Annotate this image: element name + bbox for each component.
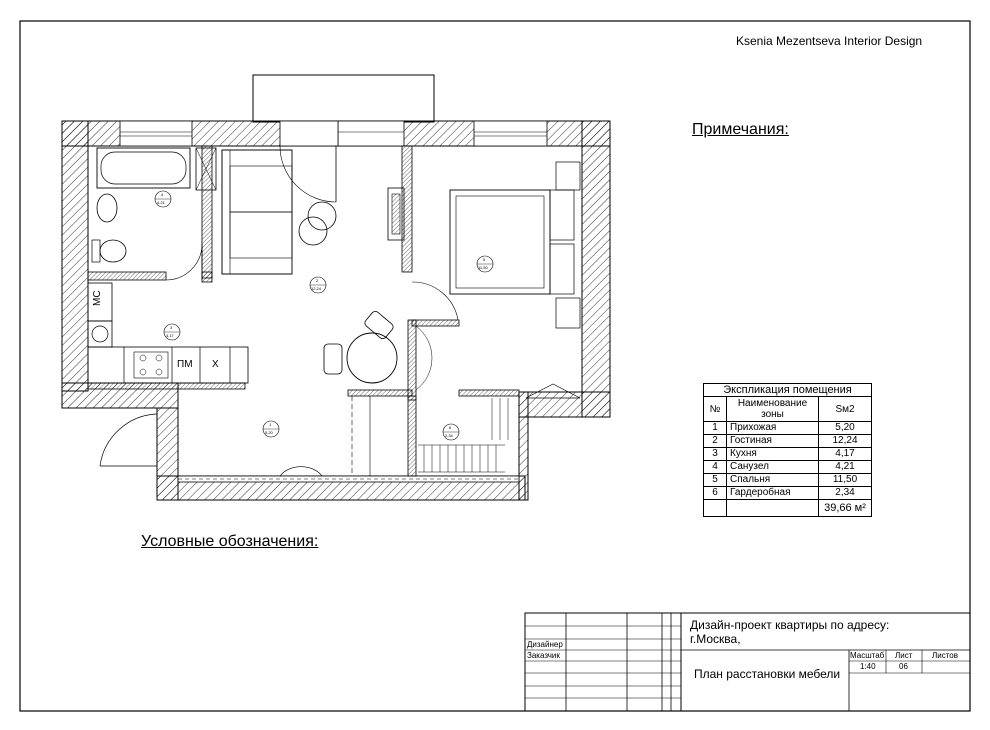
row-area: 5,20 xyxy=(819,422,872,435)
designer-label: Дизайнер xyxy=(527,640,563,649)
explication-header-area: Sм2 xyxy=(819,397,872,422)
total-empty xyxy=(727,500,819,517)
sheet-title: План расстановки мебели xyxy=(694,667,841,681)
row-no: 4 xyxy=(704,461,727,474)
scale-label: Масштаб xyxy=(850,651,885,660)
row-area: 4,21 xyxy=(819,461,872,474)
room-tag-num: 6 xyxy=(449,425,452,430)
room-tag-num: 2 xyxy=(316,278,319,283)
bed xyxy=(450,190,550,294)
row-area: 4,17 xyxy=(819,448,872,461)
project-line2: г.Москва, xyxy=(690,632,741,646)
room-tag-area: 4,17 xyxy=(166,333,174,338)
sheet-label: Лист xyxy=(895,651,913,660)
room-tag-num: 4 xyxy=(161,192,164,197)
row-name: Гостиная xyxy=(727,435,819,448)
client-label: Заказчик xyxy=(527,651,560,660)
row-no: 3 xyxy=(704,448,727,461)
row-area: 11,50 xyxy=(819,474,872,487)
dining-table xyxy=(347,333,397,383)
row-name: Гардеробная xyxy=(727,487,819,500)
table-row xyxy=(704,435,872,448)
room-tag-area: 12,24 xyxy=(311,286,322,291)
row-no: 5 xyxy=(704,474,727,487)
toilet xyxy=(100,240,126,262)
washbasin xyxy=(97,194,117,222)
row-name: Кухня xyxy=(727,448,819,461)
bathtub xyxy=(97,148,190,188)
table-row xyxy=(704,461,872,474)
label-pm: ПМ xyxy=(177,359,193,370)
explication-total: 39,66 м² xyxy=(819,500,872,517)
project-line1: Дизайн-проект квартиры по адресу: xyxy=(690,618,890,632)
floor-plan xyxy=(62,75,610,500)
table-row xyxy=(704,474,872,487)
explication-header-no: № xyxy=(704,397,727,422)
table-row xyxy=(704,422,872,435)
room-tag-area: 5,20 xyxy=(265,430,273,435)
explication-caption: Экспликация помещения xyxy=(704,384,872,397)
row-area: 12,24 xyxy=(819,435,872,448)
legend-title: Условные обозначения: xyxy=(141,533,319,550)
room-tag-num: 3 xyxy=(170,325,173,330)
label-ms: МС xyxy=(92,290,103,306)
balcony xyxy=(253,75,434,122)
row-no: 1 xyxy=(704,422,727,435)
room-tag-num: 1 xyxy=(269,422,272,427)
notes-title: Примечания: xyxy=(692,121,789,138)
explication-table xyxy=(703,383,872,517)
row-area: 2,34 xyxy=(819,487,872,500)
row-name: Прихожая xyxy=(727,422,819,435)
label-x: Х xyxy=(212,359,219,370)
row-no: 6 xyxy=(704,487,727,500)
scale-value: 1:40 xyxy=(860,662,876,671)
sheet-value: 06 xyxy=(899,662,908,671)
table-row-total xyxy=(704,500,872,517)
row-no: 2 xyxy=(704,435,727,448)
total-empty xyxy=(704,500,727,517)
studio-name: Ksenia Mezentseva Interior Design xyxy=(736,34,923,48)
room-tag-area: 11,50 xyxy=(478,265,488,270)
room-tag-num: 5 xyxy=(483,257,486,262)
table-row xyxy=(704,487,872,500)
table-row xyxy=(704,448,872,461)
room-tag-area: 4,21 xyxy=(157,200,165,205)
row-name: Санузел xyxy=(727,461,819,474)
sheets-label: Листов xyxy=(932,651,958,660)
explication-header-name: Наименование зоны xyxy=(727,397,819,422)
wardrobe-rail xyxy=(418,398,508,472)
room-tag-area: 2,34 xyxy=(445,433,453,438)
entry-door-swing xyxy=(100,414,157,466)
row-name: Спальня xyxy=(727,474,819,487)
